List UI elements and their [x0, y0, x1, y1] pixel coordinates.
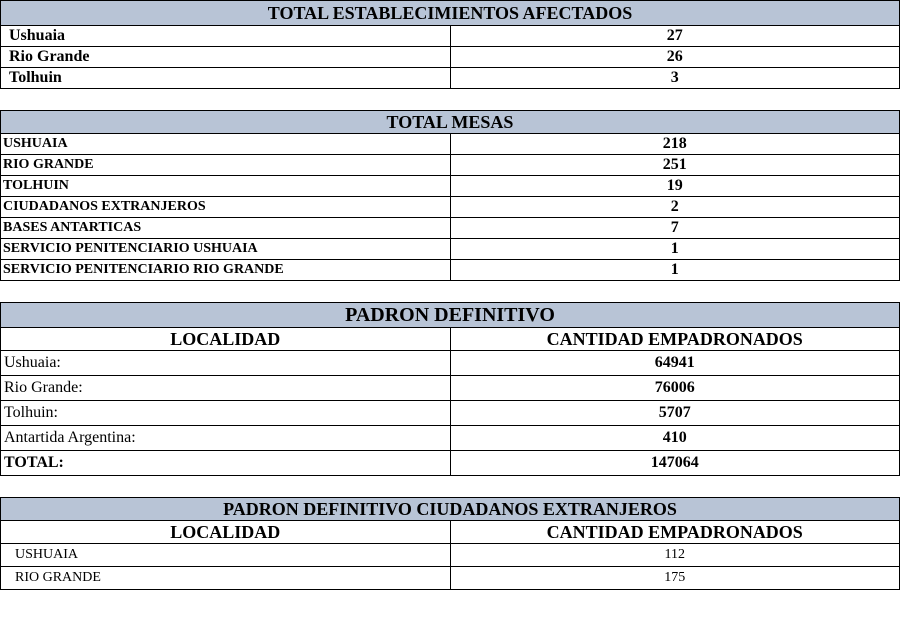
extranjeros-title[interactable]: PADRON DEFINITIVO CIUDADANOS EXTRANJEROS: [1, 498, 900, 521]
table-row: [1, 544, 900, 567]
col-header-cantidad[interactable]: CANTIDAD EMPADRONADOS: [450, 328, 900, 351]
row-label[interactable]: RIO GRANDE: [1, 155, 451, 176]
spacer-row: [0, 281, 900, 302]
mesas-table: [0, 110, 900, 281]
padron-table: [0, 302, 900, 476]
row-label[interactable]: TOLHUIN: [1, 176, 451, 197]
table-row: [1, 155, 900, 176]
establecimientos-title[interactable]: TOTAL ESTABLECIMIENTOS AFECTADOS: [1, 1, 900, 26]
row-value[interactable]: 19: [450, 176, 900, 197]
row-value[interactable]: 1: [450, 260, 900, 281]
row-value[interactable]: 5707: [450, 401, 900, 426]
row-value[interactable]: 251: [450, 155, 900, 176]
row-value[interactable]: 3: [450, 68, 900, 89]
table-row: [1, 426, 900, 451]
total-row: [1, 451, 900, 476]
row-label[interactable]: USHUAIA: [1, 134, 451, 155]
row-value[interactable]: 76006: [450, 376, 900, 401]
table-row: [1, 197, 900, 218]
table-row: [1, 218, 900, 239]
spacer-row: [0, 476, 900, 497]
row-label[interactable]: Tolhuin: [1, 68, 451, 89]
row-value[interactable]: 64941: [450, 351, 900, 376]
row-value[interactable]: 410: [450, 426, 900, 451]
spacer-row: [0, 89, 900, 110]
table-row: [1, 134, 900, 155]
row-label[interactable]: Tolhuin:: [1, 401, 451, 426]
col-header-localidad[interactable]: LOCALIDAD: [1, 328, 451, 351]
establecimientos-table: [0, 0, 900, 89]
table-row: [1, 401, 900, 426]
table-row: [1, 68, 900, 89]
row-label[interactable]: USHUAIA: [1, 544, 451, 567]
padron-title[interactable]: PADRON DEFINITIVO: [1, 303, 900, 328]
extranjeros-table: [0, 497, 900, 590]
row-value[interactable]: 175: [450, 567, 900, 590]
row-value[interactable]: 1: [450, 239, 900, 260]
row-label[interactable]: Ushuaia: [1, 26, 451, 47]
total-value[interactable]: 147064: [450, 451, 900, 476]
row-label[interactable]: BASES ANTARTICAS: [1, 218, 451, 239]
table-row: [1, 176, 900, 197]
row-label[interactable]: Rio Grande:: [1, 376, 451, 401]
mesas-title[interactable]: TOTAL MESAS: [1, 111, 900, 134]
table-row: [1, 260, 900, 281]
col-header-cantidad[interactable]: CANTIDAD EMPADRONADOS: [450, 521, 900, 544]
row-value[interactable]: 112: [450, 544, 900, 567]
row-label[interactable]: RIO GRANDE: [1, 567, 451, 590]
row-label[interactable]: Rio Grande: [1, 47, 451, 68]
table-row: [1, 26, 900, 47]
table-row: [1, 376, 900, 401]
table-row: [1, 239, 900, 260]
table-row: [1, 47, 900, 68]
row-label[interactable]: SERVICIO PENITENCIARIO RIO GRANDE: [1, 260, 451, 281]
row-label[interactable]: CIUDADANOS EXTRANJEROS: [1, 197, 451, 218]
total-label[interactable]: TOTAL:: [1, 451, 451, 476]
row-label[interactable]: SERVICIO PENITENCIARIO USHUAIA: [1, 239, 451, 260]
row-label[interactable]: Ushuaia:: [1, 351, 451, 376]
col-header-localidad[interactable]: LOCALIDAD: [1, 521, 451, 544]
table-row: [1, 351, 900, 376]
row-value[interactable]: 7: [450, 218, 900, 239]
row-value[interactable]: 26: [450, 47, 900, 68]
row-value[interactable]: 2: [450, 197, 900, 218]
row-value[interactable]: 218: [450, 134, 900, 155]
table-row: [1, 567, 900, 590]
row-value[interactable]: 27: [450, 26, 900, 47]
row-label[interactable]: Antartida Argentina:: [1, 426, 451, 451]
